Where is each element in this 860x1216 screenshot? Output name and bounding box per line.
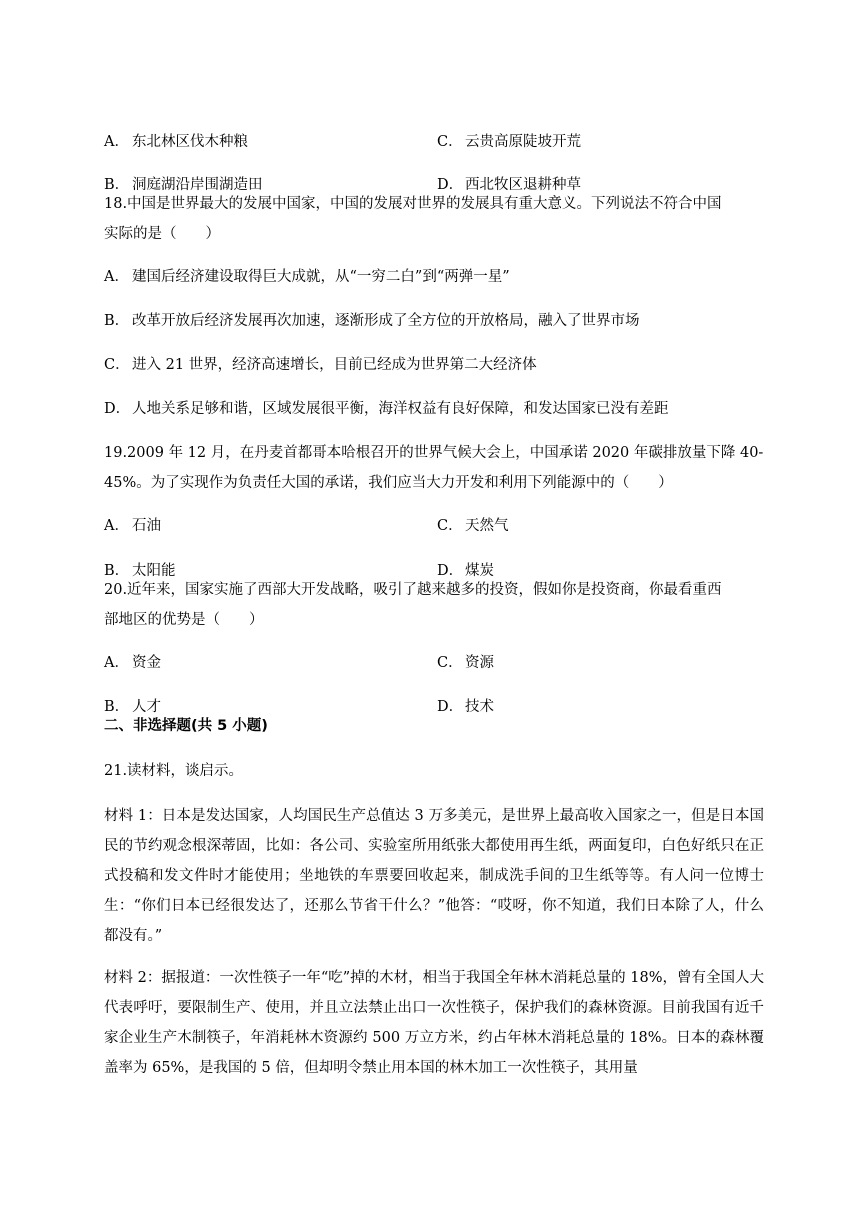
q21-material-2: 材料 2：据报道：一次性筷子一年“吃”掉的木材，相当于我国全年林木消耗总量的 18%，曾有全国人大代表呼吁，要限制生产、使用，并且立法禁止出口一次性筷子，保护我们的森林资源。目前我国有近千家企业生产木制筷子，年消耗林木资源约 500 万立方米，约占年林木消耗总量的 18%。日本的森林覆盖率为 65%，是我国的 5 倍，但却明令禁止用本国的林木加工一次性筷子，其用量 — [104, 970, 764, 1076]
q21-stem: 21.读材料，谈启示。 — [104, 763, 244, 779]
q19-option-a: A． 石油 — [104, 518, 161, 534]
q18-option-a: A． 建国后经济建设取得巨大成就，从“一穷二白”到“两弹一星” — [104, 269, 510, 285]
q19-option-c: C． 天然气 — [437, 518, 509, 534]
q19-stem-line2: 45%。为了实现作为负责任大国的承诺，我们应当大力开发和利用下列能源中的（ ） — [104, 475, 673, 491]
q18-stem-line2: 实际的是（ ） — [104, 226, 220, 242]
q17-option-c: C． 云贵高原陡坡开荒 — [437, 134, 581, 150]
q20-stem-line1: 20.近年来，国家实施了西部大开发战略，吸引了越来越多的投资，假如你是投资商，你最看重西 — [104, 582, 722, 598]
q20-option-c: C． 资源 — [437, 655, 494, 671]
q20-stem-line2: 部地区的优势是（ ） — [104, 612, 264, 628]
q19-option-d: D． 煤炭 — [437, 563, 494, 579]
q17-option-b: B． 洞庭湖沿岸围湖造田 — [104, 177, 263, 193]
q18-option-c: C． 进入 21 世界，经济高速增长，目前已经成为世界第二大经济体 — [104, 357, 537, 373]
q19-option-b: B． 太阳能 — [104, 563, 176, 579]
q18-option-d: D． 人地关系足够和谐，区域发展很平衡，海洋权益有良好保障，和发达国家已没有差距 — [104, 401, 669, 417]
q17-option-a: A． 东北林区伐木种粮 — [104, 134, 248, 150]
q20-option-b: B． 人才 — [104, 699, 161, 715]
q20-option-a: A． 资金 — [104, 655, 161, 671]
section-heading: 二、非选择题(共 5 小题) — [104, 718, 268, 734]
q20-option-d: D． 技术 — [437, 699, 494, 715]
q18-option-b: B． 改革开放后经济发展再次加速，逐渐形成了全方位的开放格局，融入了世界市场 — [104, 313, 640, 329]
q17-option-d: D． 西北牧区退耕种草 — [437, 177, 581, 193]
q19-stem-line1: 19.2009 年 12 月，在丹麦首都哥本哈根召开的世界气候大会上，中国承诺 2020 年碳排放量下降 40- — [104, 445, 764, 461]
q18-stem-line1: 18.中国是世界最大的发展中国家，中国的发展对世界的发展具有重大意义。下列说法不符合中国 — [104, 196, 722, 212]
q21-material-1: 材料 1：日本是发达国家，人均国民生产总值达 3 万多美元，是世界上最高收入国家之一，但是日本国民的节约观念根深蒂固，比如：各公司、实验室所用纸张大都使用再生纸，两面复印，白色好纸只在正式投稿和发文件时才能使用；坐地铁的车票要回收起来，制成洗手间的卫生纸等等。有人问一位博士生：“你们日本已经很发达了，还那么节省干什么？”他答：“哎呀，你不知道，我们日本除了人，什么都没有。” — [104, 808, 764, 944]
